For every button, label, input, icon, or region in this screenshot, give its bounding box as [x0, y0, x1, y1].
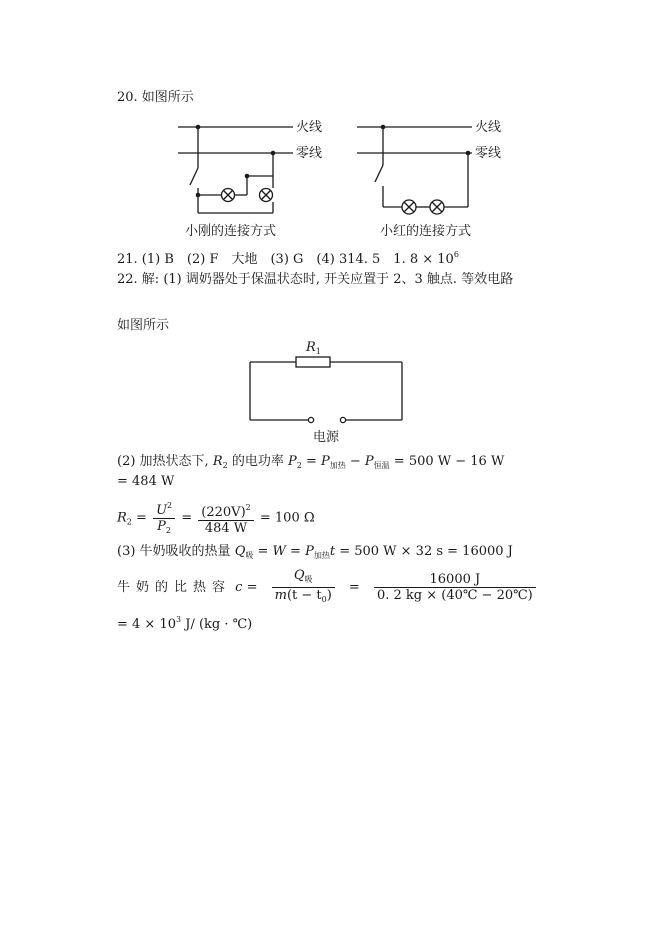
q22-part2-result: = 484 W — [117, 474, 175, 489]
neutral-wire-label-left: 零线 — [296, 146, 323, 161]
left-caption: 小刚的连接方式 — [185, 224, 277, 239]
r2-equation: $R_2$ = $\frac{U^2}{P_2}$ = $\frac{(220V)^2}{484 W}$ = 100 Ω — [117, 498, 315, 540]
specific-heat-equation: 牛奶的比热容 c = $\frac{Q_吸}{m(t - t_0)}$ = $\frac{16000 J}{0. 2 kg \times (40℃ - 20℃)}$ — [117, 568, 546, 607]
r1-label: $R_1$ — [306, 340, 321, 356]
specific-heat-result: = $4 \times 10^3$ J/ (kg · ℃) — [117, 615, 253, 632]
fire-wire-label-right: 火线 — [475, 120, 502, 135]
q21-answers: 21. (1) B (2) F 大地 (3) G (4) 314. 5 1. $8 \times 10^6$ — [117, 250, 459, 267]
q22-line1: 22. 解: (1) 调奶器处于保温状态时, 开关应置于 2、3 触点. 等效电路 — [117, 272, 514, 287]
q20-title: 20. 如图所示 — [117, 90, 194, 105]
fire-wire-label-left: 火线 — [296, 120, 323, 135]
right-caption: 小红的连接方式 — [380, 224, 472, 239]
q22-part3: (3) 牛奶吸收的热量 $Q_吸 = W = P_{加热}t = 500$ W × 32 s = 16000 J — [117, 544, 513, 560]
neutral-wire-label-right: 零线 — [475, 146, 502, 161]
q22-line2: 如图所示 — [117, 318, 170, 333]
q22-part2: (2) 加热状态下, $R_2$ 的电功率 $P_2 = P_{加热} - P_{恒温} = 500$ W − 16 W — [117, 454, 505, 470]
source-label: 电源 — [313, 430, 340, 445]
